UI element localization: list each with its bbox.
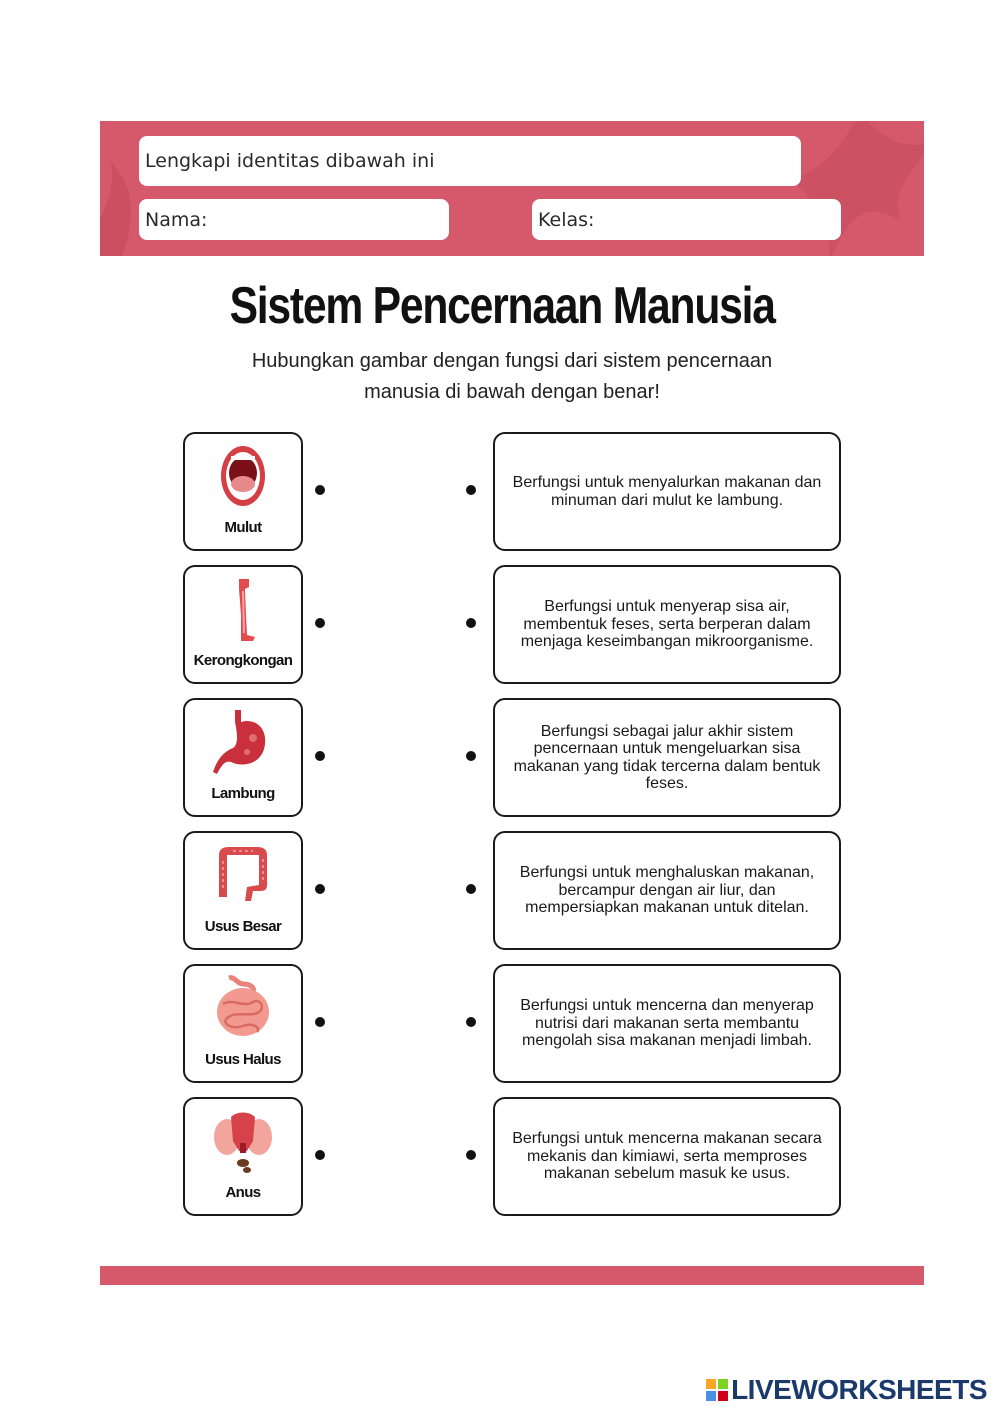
- function-text: Berfungsi sebagai jalur akhir sistem pencernaan untuk mengeluarkan sisa makanan yang tidak tercerna dalam bentuk feses.: [513, 722, 821, 792]
- esophagus-icon: [213, 575, 273, 643]
- matching-row: [0, 698, 1000, 818]
- anus-icon: [213, 1107, 273, 1175]
- left-connector-dot[interactable]: [315, 1150, 325, 1160]
- left-connector-dot[interactable]: [315, 1017, 325, 1027]
- matching-row: [0, 964, 1000, 1084]
- organ-card: [183, 698, 303, 817]
- matching-row: [0, 831, 1000, 951]
- function-card: [493, 964, 841, 1083]
- organ-label: Kerongkongan: [193, 652, 293, 669]
- left-connector-dot[interactable]: [315, 485, 325, 495]
- right-connector-dot[interactable]: [466, 618, 476, 628]
- large-intestine-icon: [213, 841, 273, 909]
- page-subtitle: Hubungkan gambar dengan fungsi dari sistem pencernaan manusia di bawah dengan benar!: [251, 350, 773, 403]
- organ-label: Usus Besar: [204, 918, 282, 935]
- right-connector-dot[interactable]: [466, 1017, 476, 1027]
- organ-label: Usus Halus: [205, 1051, 281, 1068]
- organ-card: [183, 565, 303, 684]
- mouth-icon: [213, 442, 273, 510]
- name-field[interactable]: Nama:: [139, 199, 449, 240]
- function-text: Berfungsi untuk menghaluskan makanan, bercampur dengan air liur, dan mempersiapkan makanan untuk ditelan.: [519, 864, 815, 917]
- function-text: Berfungsi untuk mencerna dan menyerap nutrisi dari makanan serta membantu mengolah sisa makanan menjadi limbah.: [520, 997, 814, 1050]
- right-connector-dot[interactable]: [466, 751, 476, 761]
- identity-banner: [100, 121, 924, 256]
- organ-card: [183, 432, 303, 551]
- right-connector-dot[interactable]: [466, 884, 476, 894]
- matching-row: [0, 1097, 1000, 1217]
- left-connector-dot[interactable]: [315, 618, 325, 628]
- function-text: Berfungsi untuk menyalurkan makanan dan minuman dari mulut ke lambung.: [512, 474, 822, 509]
- function-text: Berfungsi untuk mencerna makanan secara mekanis dan kimiawi, serta memproses makanan sebelum masuk ke usus.: [512, 1130, 822, 1183]
- class-field[interactable]: Kelas:: [532, 199, 841, 240]
- small-intestine-icon: [213, 974, 273, 1042]
- left-connector-dot[interactable]: [315, 884, 325, 894]
- liveworksheets-logo-icon: [706, 1379, 728, 1401]
- function-card: [493, 565, 841, 684]
- organ-card: [183, 831, 303, 950]
- identity-instruction: Lengkapi identitas dibawah ini: [139, 136, 801, 186]
- matching-row: [0, 565, 1000, 685]
- function-text: Berfungsi untuk menyerap sisa air, membentuk feses, serta berperan dalam menjaga keseimbangan mikroorganisme.: [520, 598, 814, 651]
- right-connector-dot[interactable]: [466, 485, 476, 495]
- organ-label: Mulut: [224, 519, 262, 536]
- organ-card: [183, 964, 303, 1083]
- matching-row: [0, 432, 1000, 552]
- function-card: [493, 432, 841, 551]
- footer-bar: [100, 1266, 924, 1285]
- liveworksheets-brand: [706, 1374, 987, 1406]
- organ-card: [183, 1097, 303, 1216]
- page-title: Sistem Pencernaan Manusia: [229, 277, 775, 335]
- brand-name: LIVEWORKSHEETS: [731, 1374, 987, 1405]
- function-card: [493, 698, 841, 817]
- stomach-icon: [213, 708, 273, 776]
- function-card: [493, 831, 841, 950]
- left-connector-dot[interactable]: [315, 751, 325, 761]
- right-connector-dot[interactable]: [466, 1150, 476, 1160]
- organ-label: Lambung: [211, 785, 275, 802]
- function-card: [493, 1097, 841, 1216]
- organ-label: Anus: [225, 1184, 261, 1201]
